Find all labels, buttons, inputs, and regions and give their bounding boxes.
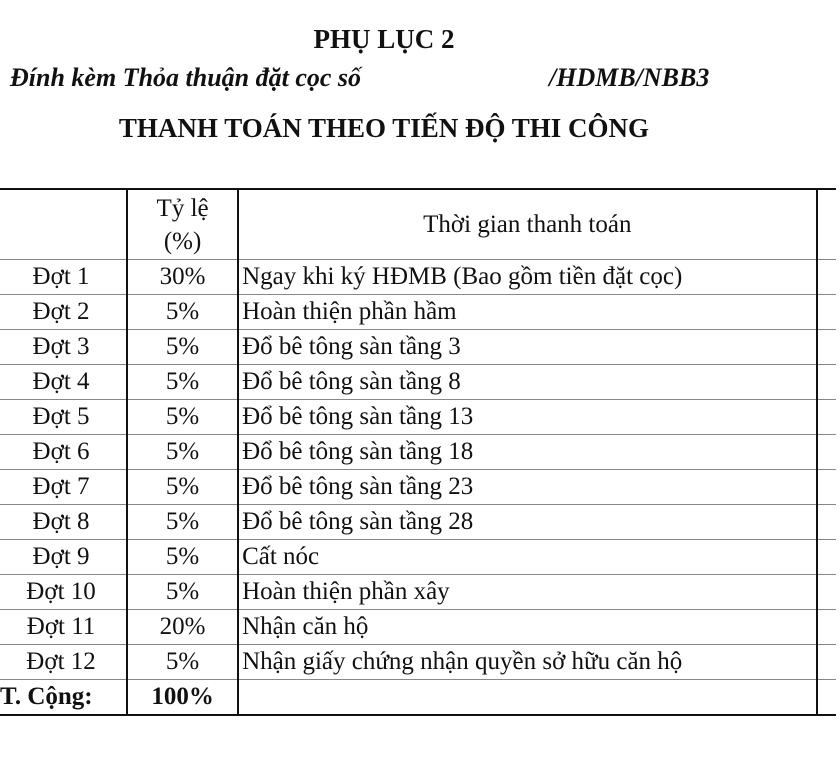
table-header-row — [0, 189, 836, 260]
cell-phase: Đợt 6 — [0, 435, 127, 470]
cell-rate: 20% — [127, 610, 238, 645]
cell-extra — [817, 505, 836, 540]
cell-time: Đổ bê tông sàn tầng 3 — [238, 330, 816, 365]
cell-extra — [817, 295, 836, 330]
table-row — [0, 330, 836, 365]
total-time — [238, 680, 816, 716]
cell-rate: 5% — [127, 295, 238, 330]
header-time: Thời gian thanh toán — [238, 189, 816, 260]
cell-rate: 5% — [127, 470, 238, 505]
cell-phase: Đợt 8 — [0, 505, 127, 540]
cell-rate: 30% — [127, 260, 238, 295]
cell-time: Đổ bê tông sàn tầng 28 — [238, 505, 816, 540]
cell-extra — [817, 610, 836, 645]
total-label: T. Cộng: — [0, 680, 127, 716]
cell-phase: Đợt 12 — [0, 645, 127, 680]
cell-extra — [817, 575, 836, 610]
table-row — [0, 470, 836, 505]
contract-reference: /HDMB/NBB3 — [549, 63, 710, 92]
table-row — [0, 365, 836, 400]
cell-phase: Đợt 4 — [0, 365, 127, 400]
table-row — [0, 645, 836, 680]
total-row — [0, 680, 836, 716]
cell-time: Ngay khi ký HĐMB (Bao gồm tiền đặt cọc) — [238, 260, 816, 295]
header-phase — [0, 189, 127, 260]
table-row — [0, 400, 836, 435]
cell-time: Nhận giấy chứng nhận quyền sở hữu căn hộ — [238, 645, 816, 680]
header-rate-line2: (%) — [163, 227, 202, 255]
cell-rate: 5% — [127, 365, 238, 400]
cell-phase: Đợt 5 — [0, 400, 127, 435]
appendix-title: PHỤ LỤC 2 — [313, 24, 455, 54]
cell-rate: 5% — [127, 435, 238, 470]
cell-time: Đổ bê tông sàn tầng 8 — [238, 365, 816, 400]
cell-extra — [817, 365, 836, 400]
cell-phase: Đợt 2 — [0, 295, 127, 330]
cell-extra — [817, 470, 836, 505]
payment-schedule-heading: THANH TOÁN THEO TIẾN ĐỘ THI CÔNG — [118, 113, 650, 143]
cell-time: Đổ bê tông sàn tầng 13 — [238, 400, 816, 435]
table-row — [0, 505, 836, 540]
header-extra — [817, 189, 836, 260]
deposit-agreement-subtitle: Đính kèm Thỏa thuận đặt cọc số — [10, 63, 362, 92]
cell-phase: Đợt 10 — [0, 575, 127, 610]
cell-rate: 5% — [127, 400, 238, 435]
table-row — [0, 610, 836, 645]
cell-extra — [817, 330, 836, 365]
total-rate: 100% — [127, 680, 238, 716]
cell-rate: 5% — [127, 505, 238, 540]
cell-time: Hoàn thiện phần xây — [238, 575, 816, 610]
cell-extra — [817, 540, 836, 575]
cell-extra — [817, 645, 836, 680]
cell-phase: Đợt 11 — [0, 610, 127, 645]
cell-phase: Đợt 1 — [0, 260, 127, 295]
cell-phase: Đợt 3 — [0, 330, 127, 365]
payment-schedule-table — [0, 188, 836, 716]
cell-time: Đổ bê tông sàn tầng 18 — [238, 435, 816, 470]
cell-rate: 5% — [127, 575, 238, 610]
cell-time: Nhận căn hộ — [238, 610, 816, 645]
cell-phase: Đợt 7 — [0, 470, 127, 505]
cell-time: Đổ bê tông sàn tầng 23 — [238, 470, 816, 505]
cell-rate: 5% — [127, 330, 238, 365]
table-row — [0, 435, 836, 470]
cell-rate: 5% — [127, 645, 238, 680]
cell-rate: 5% — [127, 540, 238, 575]
header-rate — [127, 189, 238, 260]
table-row — [0, 575, 836, 610]
cell-phase: Đợt 9 — [0, 540, 127, 575]
table-row — [0, 260, 836, 295]
cell-time: Hoàn thiện phần hầm — [238, 295, 816, 330]
table-row — [0, 540, 836, 575]
header-rate-line1: Tỷ lệ — [156, 194, 209, 222]
cell-extra — [817, 680, 836, 716]
cell-extra — [817, 260, 836, 295]
cell-extra — [817, 400, 836, 435]
cell-extra — [817, 435, 836, 470]
table-row — [0, 295, 836, 330]
cell-time: Cất nóc — [238, 540, 816, 575]
